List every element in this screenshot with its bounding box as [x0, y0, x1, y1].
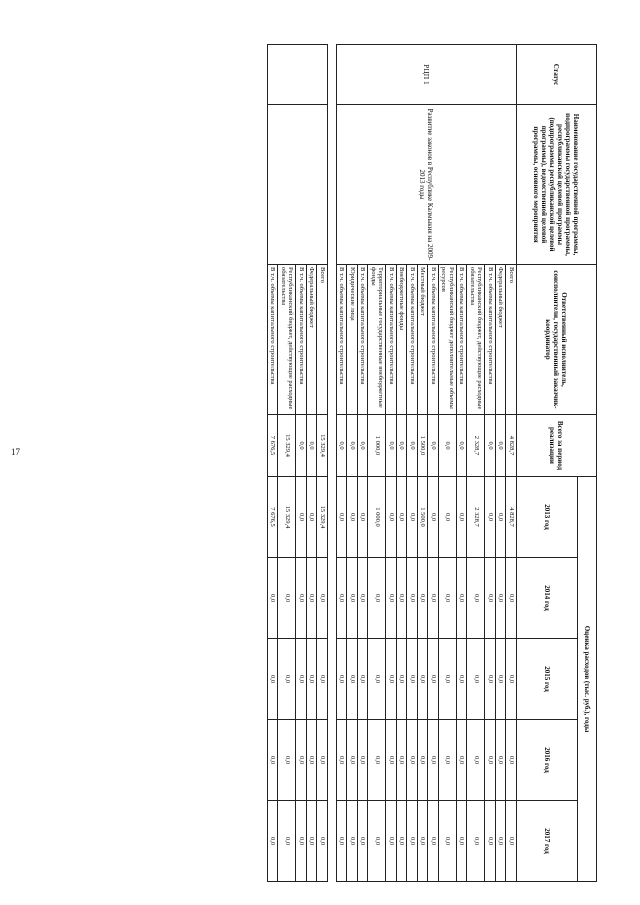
- cell-total: 0,0: [347, 415, 358, 477]
- cell-total: 0,0: [307, 415, 318, 477]
- cell-2017: 0,0: [457, 801, 468, 882]
- cell-2014: 0,0: [439, 558, 457, 639]
- cell-2016: 0,0: [386, 720, 397, 801]
- row-label: В т.ч. объемы капитального строительства: [358, 265, 369, 415]
- cell-2014: 0,0: [368, 558, 386, 639]
- row-label: В т.ч. объемы капитального строительства: [428, 265, 439, 415]
- row-label: В т.ч. объемы капитального строительства: [485, 265, 496, 415]
- row-label: Республиканский бюджет дополнительные объемы ресурсов: [439, 265, 457, 415]
- cell-2015: 0,0: [337, 639, 348, 720]
- cell-2014: 0,0: [268, 558, 279, 639]
- cell-2017: 0,0: [347, 801, 358, 882]
- cell-2013: 15 329,4: [317, 477, 328, 558]
- cell-2017: 0,0: [307, 801, 318, 882]
- cell-total: 0,0: [358, 415, 369, 477]
- row-label: Всего: [317, 265, 328, 415]
- cell-total: 0,0: [337, 415, 348, 477]
- header-name: Наименование государственной программы, подпрограммы государственной программы, республиканской целевой программы (подпрограммы республиканской целевой программы), ведомственной целевой программы, основного мероприятия: [517, 105, 597, 265]
- cell-total: 0,0: [496, 415, 507, 477]
- cell-total: 0,0: [485, 415, 496, 477]
- cell-2014: 0,0: [386, 558, 397, 639]
- cell-2013: 0,0: [337, 477, 348, 558]
- cell-total: 15 329,4: [278, 415, 296, 477]
- cell-2016: 0,0: [296, 720, 307, 801]
- rotated-table-area: [63, 44, 597, 881]
- table-wrapper: [63, 44, 597, 881]
- row-label: Республиканский бюджет, действующие расходные обязательства: [278, 265, 296, 415]
- cell-2016: 0,0: [317, 720, 328, 801]
- table-row: [506, 45, 517, 882]
- cell-2016: 0,0: [368, 720, 386, 801]
- cell-2017: 0,0: [407, 801, 418, 882]
- cell-2013: 0,0: [428, 477, 439, 558]
- row-label: Юридические лица: [347, 265, 358, 415]
- cell-total: 4 828,7: [506, 415, 517, 477]
- cell-total: 2 328,7: [467, 415, 485, 477]
- cell-2016: 0,0: [485, 720, 496, 801]
- cell-2013: 0,0: [296, 477, 307, 558]
- row-label: В т.ч. объемы капитального строительства: [407, 265, 418, 415]
- cell-2013: 0,0: [397, 477, 408, 558]
- group1-name: Развитие законов в Республике Калмыкия на 2009-2013 годы: [337, 105, 517, 265]
- cell-2013: 0,0: [496, 477, 507, 558]
- cell-2017: 0,0: [397, 801, 408, 882]
- page-number: 17: [11, 447, 20, 457]
- cell-2016: 0,0: [506, 720, 517, 801]
- header-year: 2015 год: [517, 639, 578, 720]
- row-label: Местный бюджет: [418, 265, 429, 415]
- row-label: В т.ч. объемы капитального строительства: [268, 265, 279, 415]
- cell-2013: 0,0: [358, 477, 369, 558]
- cell-2015: 0,0: [457, 639, 468, 720]
- cell-2015: 0,0: [268, 639, 279, 720]
- cell-2014: 0,0: [418, 558, 429, 639]
- cell-2014: 0,0: [496, 558, 507, 639]
- group2-status: [268, 45, 328, 105]
- cell-2014: 0,0: [296, 558, 307, 639]
- cell-2017: 0,0: [428, 801, 439, 882]
- cell-total: 0,0: [428, 415, 439, 477]
- cell-2015: 0,0: [368, 639, 386, 720]
- cell-2013: 1 500,0: [418, 477, 429, 558]
- cell-2016: 0,0: [397, 720, 408, 801]
- cell-2015: 0,0: [296, 639, 307, 720]
- cell-2014: 0,0: [278, 558, 296, 639]
- cell-2017: 0,0: [278, 801, 296, 882]
- cell-2016: 0,0: [358, 720, 369, 801]
- cell-2017: 0,0: [317, 801, 328, 882]
- row-label: Внебюджетные фонды: [397, 265, 408, 415]
- cell-2015: 0,0: [407, 639, 418, 720]
- cell-2015: 0,0: [307, 639, 318, 720]
- cell-2015: 0,0: [317, 639, 328, 720]
- cell-2014: 0,0: [307, 558, 318, 639]
- group2-name: [268, 105, 328, 265]
- cell-2017: 0,0: [418, 801, 429, 882]
- row-label: Республиканский бюджет, действующие расходные обязательства: [467, 265, 485, 415]
- row-label: Федеральный бюджет: [496, 265, 507, 415]
- header-estimate: Оценка расходов (тыс. руб.), годы: [578, 477, 597, 882]
- cell-2016: 0,0: [428, 720, 439, 801]
- header-year: 2014 год: [517, 558, 578, 639]
- cell-2016: 0,0: [439, 720, 457, 801]
- header-year: 2013 год: [517, 477, 578, 558]
- cell-total: 7 676,5: [268, 415, 279, 477]
- cell-2013: 0,0: [307, 477, 318, 558]
- header-year: 2016 год: [517, 720, 578, 801]
- cell-total: 0,0: [457, 415, 468, 477]
- cell-2014: 0,0: [428, 558, 439, 639]
- cell-2013: 0,0: [386, 477, 397, 558]
- cell-2013: 0,0: [407, 477, 418, 558]
- cell-2015: 0,0: [278, 639, 296, 720]
- cell-2017: 0,0: [496, 801, 507, 882]
- table-row: [317, 45, 328, 882]
- cell-2016: 0,0: [337, 720, 348, 801]
- cell-2013: 4 828,7: [506, 477, 517, 558]
- cell-2017: 0,0: [268, 801, 279, 882]
- cell-2015: 0,0: [428, 639, 439, 720]
- cell-2016: 0,0: [418, 720, 429, 801]
- cell-total: 1 000,0: [368, 415, 386, 477]
- header-year: 2017 год: [517, 801, 578, 882]
- cell-2017: 0,0: [485, 801, 496, 882]
- cell-2015: 0,0: [386, 639, 397, 720]
- cell-total: 0,0: [397, 415, 408, 477]
- row-label: В т.ч. объемы капитального строительства: [457, 265, 468, 415]
- cell-2013: 0,0: [347, 477, 358, 558]
- cell-2017: 0,0: [439, 801, 457, 882]
- row-label: В т.ч. объемы капитального строительства: [337, 265, 348, 415]
- cell-2014: 0,0: [337, 558, 348, 639]
- cell-2014: 0,0: [317, 558, 328, 639]
- cell-2015: 0,0: [347, 639, 358, 720]
- row-label: Федеральный бюджет: [307, 265, 318, 415]
- expense-table: [267, 44, 597, 882]
- cell-2016: 0,0: [278, 720, 296, 801]
- group-separator: [328, 45, 337, 882]
- cell-2017: 0,0: [467, 801, 485, 882]
- header-executor: Ответственный исполнитель, соисполнители, государственный заказчик-координатор: [517, 265, 597, 415]
- header-total: Всего за период реализации: [517, 415, 597, 477]
- cell-2013: 7 676,5: [268, 477, 279, 558]
- cell-2014: 0,0: [485, 558, 496, 639]
- cell-2015: 0,0: [397, 639, 408, 720]
- cell-2015: 0,0: [439, 639, 457, 720]
- cell-2013: 0,0: [485, 477, 496, 558]
- header-status: Статус: [517, 45, 597, 105]
- cell-2016: 0,0: [467, 720, 485, 801]
- cell-total: 0,0: [439, 415, 457, 477]
- row-label: В т.ч. объемы капитального строительства: [296, 265, 307, 415]
- row-label: Территориальные государственные внебюджетные фонды: [368, 265, 386, 415]
- cell-2017: 0,0: [368, 801, 386, 882]
- cell-2014: 0,0: [407, 558, 418, 639]
- cell-2015: 0,0: [418, 639, 429, 720]
- cell-2015: 0,0: [496, 639, 507, 720]
- cell-2013: 0,0: [439, 477, 457, 558]
- row-label: В т.ч. объемы капитального строительства: [386, 265, 397, 415]
- cell-2017: 0,0: [337, 801, 348, 882]
- cell-2013: 15 329,4: [278, 477, 296, 558]
- cell-2017: 0,0: [506, 801, 517, 882]
- cell-total: 0,0: [386, 415, 397, 477]
- cell-total: 0,0: [407, 415, 418, 477]
- cell-2017: 0,0: [296, 801, 307, 882]
- cell-2014: 0,0: [506, 558, 517, 639]
- cell-2016: 0,0: [407, 720, 418, 801]
- cell-2014: 0,0: [347, 558, 358, 639]
- cell-total: 1 500,0: [418, 415, 429, 477]
- cell-2014: 0,0: [397, 558, 408, 639]
- cell-2013: 0,0: [457, 477, 468, 558]
- cell-2014: 0,0: [358, 558, 369, 639]
- group1-status: РЦП 1: [337, 45, 517, 105]
- cell-2016: 0,0: [307, 720, 318, 801]
- cell-2014: 0,0: [467, 558, 485, 639]
- cell-2015: 0,0: [506, 639, 517, 720]
- cell-2013: 2 328,7: [467, 477, 485, 558]
- cell-2017: 0,0: [358, 801, 369, 882]
- cell-2014: 0,0: [457, 558, 468, 639]
- cell-2013: 1 000,0: [368, 477, 386, 558]
- row-label: Всего: [506, 265, 517, 415]
- cell-2016: 0,0: [268, 720, 279, 801]
- cell-2015: 0,0: [485, 639, 496, 720]
- cell-2017: 0,0: [386, 801, 397, 882]
- group1-body: [337, 45, 517, 882]
- cell-2015: 0,0: [467, 639, 485, 720]
- group2-body: [268, 45, 328, 882]
- cell-2016: 0,0: [496, 720, 507, 801]
- cell-2016: 0,0: [347, 720, 358, 801]
- cell-2015: 0,0: [358, 639, 369, 720]
- cell-total: 15 329,4: [317, 415, 328, 477]
- cell-2016: 0,0: [457, 720, 468, 801]
- cell-total: 0,0: [296, 415, 307, 477]
